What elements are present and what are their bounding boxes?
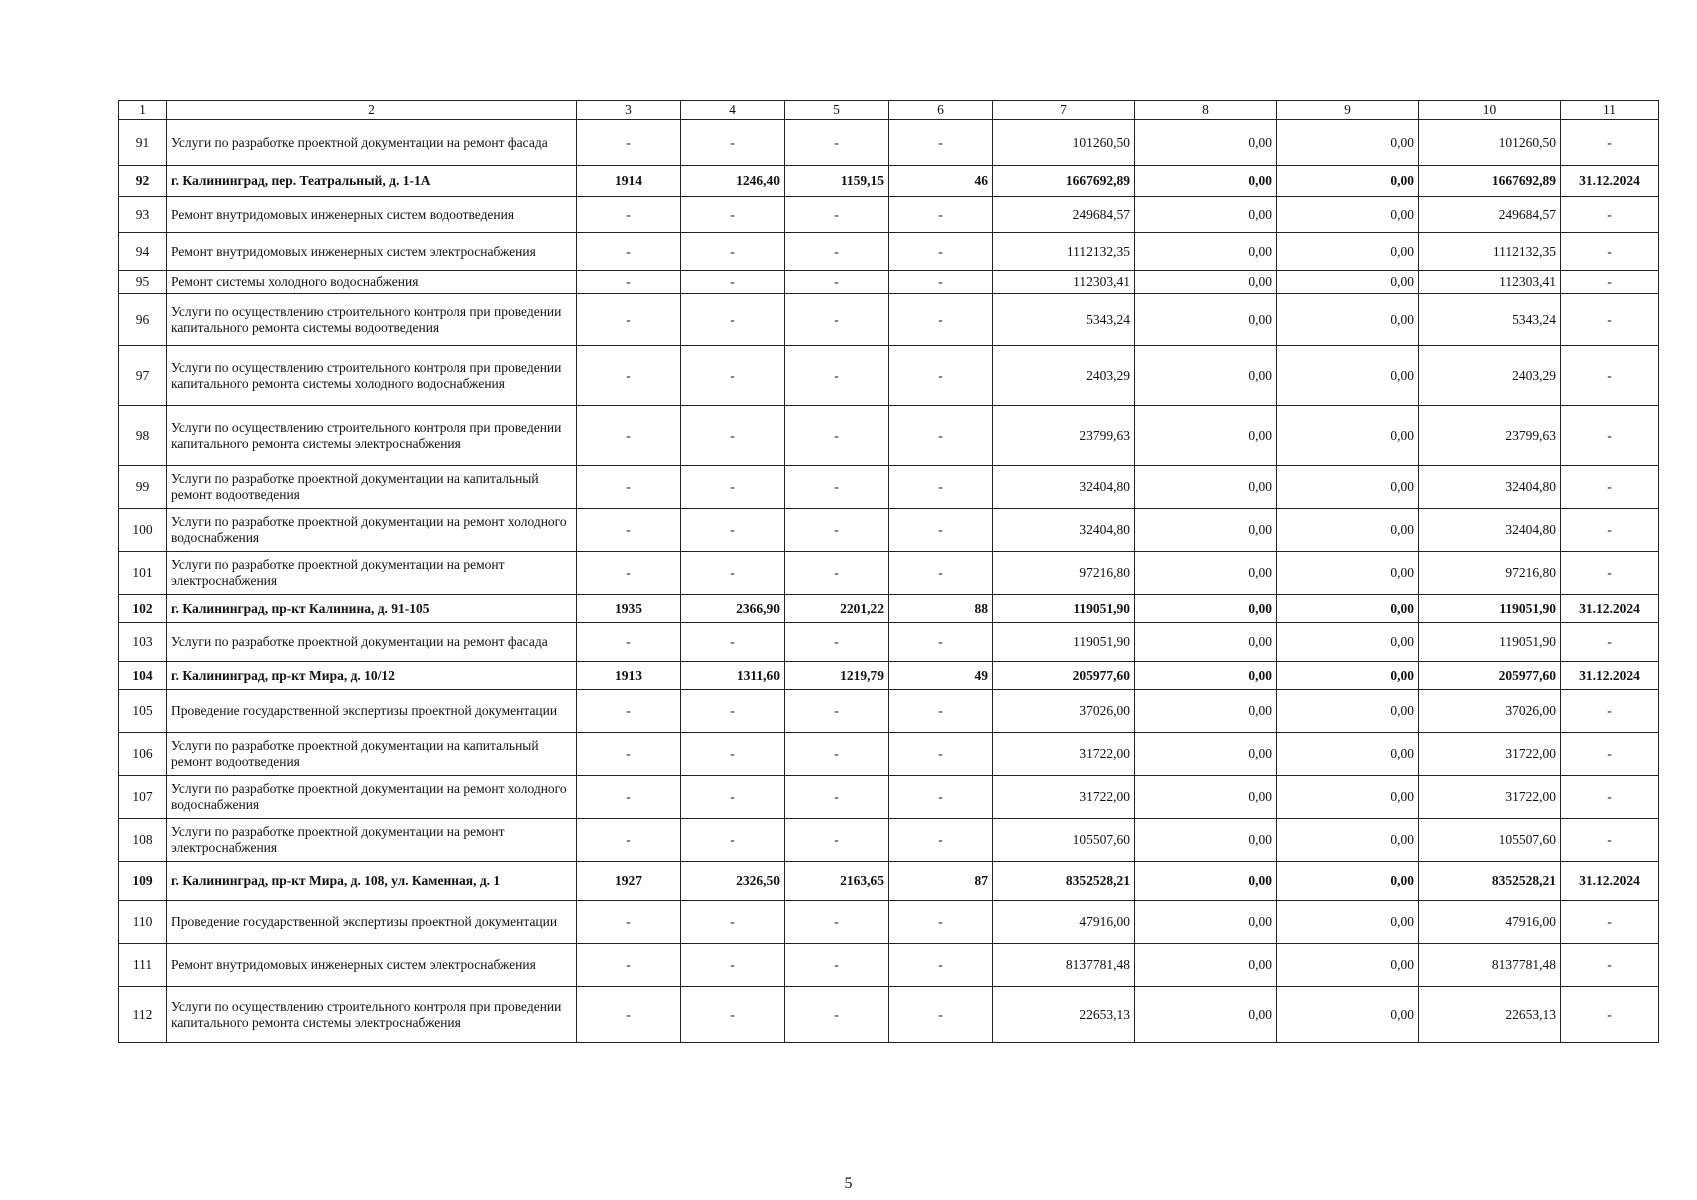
col-10-value: 97216,80 (1419, 552, 1561, 595)
col-7-value: 37026,00 (993, 690, 1135, 733)
col-4-value: 1246,40 (681, 166, 785, 197)
col-3-value: - (577, 552, 681, 595)
col-10-value: 8352528,21 (1419, 862, 1561, 901)
col-6-value: - (889, 466, 993, 509)
col-7-value: 23799,63 (993, 406, 1135, 466)
col-8-value: 0,00 (1135, 552, 1277, 595)
col-6-value: - (889, 690, 993, 733)
col-3-value: - (577, 294, 681, 346)
col-5-value: - (785, 509, 889, 552)
row-name: Услуги по разработке проектной документации на ремонт фасада (167, 623, 577, 662)
row-number: 96 (119, 294, 167, 346)
col-10-value: 205977,60 (1419, 662, 1561, 690)
col-10-value: 32404,80 (1419, 466, 1561, 509)
col-4-value: - (681, 346, 785, 406)
col-10-value: 31722,00 (1419, 776, 1561, 819)
col-3-value: 1935 (577, 595, 681, 623)
row-name: Ремонт системы холодного водоснабжения (167, 271, 577, 294)
col-11-value: 31.12.2024 (1561, 595, 1659, 623)
col-11-value: - (1561, 233, 1659, 271)
row-name: Услуги по разработке проектной документации на капитальный ремонт водоотведения (167, 466, 577, 509)
col-7-value: 112303,41 (993, 271, 1135, 294)
col-7-value: 32404,80 (993, 509, 1135, 552)
col-4-value: - (681, 776, 785, 819)
col-10-value: 32404,80 (1419, 509, 1561, 552)
col-7-value: 1667692,89 (993, 166, 1135, 197)
col-10-value: 23799,63 (1419, 406, 1561, 466)
col-8-value: 0,00 (1135, 406, 1277, 466)
col-7-value: 8137781,48 (993, 944, 1135, 987)
col-5-value: - (785, 271, 889, 294)
col-11-value: - (1561, 819, 1659, 862)
col-9-value: 0,00 (1277, 776, 1419, 819)
col-3-value: - (577, 901, 681, 944)
col-7-value: 205977,60 (993, 662, 1135, 690)
col-9-value: 0,00 (1277, 901, 1419, 944)
col-9-value: 0,00 (1277, 271, 1419, 294)
row-number: 91 (119, 120, 167, 166)
work-row (119, 623, 1659, 662)
col-3-value: - (577, 509, 681, 552)
col-11-value: 31.12.2024 (1561, 166, 1659, 197)
col-10-value: 22653,13 (1419, 987, 1561, 1043)
col-7-value: 5343,24 (993, 294, 1135, 346)
col-11-value: - (1561, 733, 1659, 776)
col-4-value: - (681, 944, 785, 987)
col-4-value: - (681, 197, 785, 233)
col-5-value: 1159,15 (785, 166, 889, 197)
col-6-value: 49 (889, 662, 993, 690)
column-number-row (119, 101, 1659, 120)
col-9-value: 0,00 (1277, 662, 1419, 690)
work-row (119, 120, 1659, 166)
col-9-value: 0,00 (1277, 819, 1419, 862)
row-name: г. Калининград, пр-кт Калинина, д. 91-105 (167, 595, 577, 623)
col-4-value: - (681, 509, 785, 552)
col-11-value: - (1561, 271, 1659, 294)
col-9-value: 0,00 (1277, 595, 1419, 623)
work-row (119, 819, 1659, 862)
work-row (119, 294, 1659, 346)
col-3-value: 1927 (577, 862, 681, 901)
work-row (119, 197, 1659, 233)
row-name: Услуги по осуществлению строительного контроля при проведении капитального ремонта системы водоотведения (167, 294, 577, 346)
col-4-value: 1311,60 (681, 662, 785, 690)
row-name: Услуги по осуществлению строительного контроля при проведении капитального ремонта системы электроснабжения (167, 987, 577, 1043)
col-5-value: - (785, 346, 889, 406)
col-9-value: 0,00 (1277, 623, 1419, 662)
col-6-value: - (889, 346, 993, 406)
row-number: 92 (119, 166, 167, 197)
col-11-value: - (1561, 901, 1659, 944)
col-11-value: - (1561, 406, 1659, 466)
col-10-value: 119051,90 (1419, 623, 1561, 662)
row-name: Услуги по разработке проектной документации на ремонт холодного водоснабжения (167, 509, 577, 552)
col-5-value: - (785, 944, 889, 987)
work-row (119, 901, 1659, 944)
address-row (119, 662, 1659, 690)
col-9-value: 0,00 (1277, 944, 1419, 987)
row-name: Услуги по разработке проектной документации на ремонт холодного водоснабжения (167, 776, 577, 819)
col-3-value: - (577, 406, 681, 466)
row-name: г. Калининград, пр-кт Мира, д. 10/12 (167, 662, 577, 690)
col-8-value: 0,00 (1135, 595, 1277, 623)
col-11-value: - (1561, 552, 1659, 595)
col-6-value: - (889, 987, 993, 1043)
col-11-value: - (1561, 120, 1659, 166)
row-name: Проведение государственной экспертизы проектной документации (167, 690, 577, 733)
row-number: 101 (119, 552, 167, 595)
col-6-value: - (889, 233, 993, 271)
col-6-value: - (889, 406, 993, 466)
col-3-value: - (577, 233, 681, 271)
col-5-value: - (785, 690, 889, 733)
col-9-value: 0,00 (1277, 346, 1419, 406)
row-name: Услуги по разработке проектной документации на капитальный ремонт водоотведения (167, 733, 577, 776)
col-4-value: 2326,50 (681, 862, 785, 901)
col-8-value: 0,00 (1135, 346, 1277, 406)
col-11-value: - (1561, 197, 1659, 233)
row-number: 109 (119, 862, 167, 901)
col-5-value: - (785, 466, 889, 509)
row-number: 93 (119, 197, 167, 233)
col-8-value: 0,00 (1135, 120, 1277, 166)
col-6-value: - (889, 623, 993, 662)
col-6-value: - (889, 271, 993, 294)
row-number: 97 (119, 346, 167, 406)
col-8-value: 0,00 (1135, 733, 1277, 776)
col-8-value: 0,00 (1135, 197, 1277, 233)
col-4-value: - (681, 466, 785, 509)
capital-repair-table (118, 100, 1659, 1043)
col-7-value: 2403,29 (993, 346, 1135, 406)
row-name: Ремонт внутридомовых инженерных систем водоотведения (167, 197, 577, 233)
row-number: 105 (119, 690, 167, 733)
col-7-value: 32404,80 (993, 466, 1135, 509)
col-10-value: 105507,60 (1419, 819, 1561, 862)
col-3-value: - (577, 733, 681, 776)
col-6-value: - (889, 294, 993, 346)
row-name: Услуги по разработке проектной документации на ремонт электроснабжения (167, 552, 577, 595)
col-8-value: 0,00 (1135, 690, 1277, 733)
work-row (119, 233, 1659, 271)
col-3-value: - (577, 819, 681, 862)
page-number: 5 (844, 1175, 853, 1192)
col-9-value: 0,00 (1277, 690, 1419, 733)
row-name: Ремонт внутридомовых инженерных систем электроснабжения (167, 233, 577, 271)
work-row (119, 466, 1659, 509)
row-number: 94 (119, 233, 167, 271)
col-6-value: - (889, 944, 993, 987)
column-header: 6 (889, 101, 993, 120)
col-9-value: 0,00 (1277, 166, 1419, 197)
col-10-value: 249684,57 (1419, 197, 1561, 233)
col-3-value: - (577, 776, 681, 819)
col-7-value: 105507,60 (993, 819, 1135, 862)
col-11-value: 31.12.2024 (1561, 862, 1659, 901)
row-name: Ремонт внутридомовых инженерных систем электроснабжения (167, 944, 577, 987)
col-10-value: 5343,24 (1419, 294, 1561, 346)
col-11-value: - (1561, 346, 1659, 406)
column-header: 10 (1419, 101, 1561, 120)
col-8-value: 0,00 (1135, 294, 1277, 346)
col-10-value: 8137781,48 (1419, 944, 1561, 987)
col-5-value: - (785, 776, 889, 819)
col-5-value: - (785, 901, 889, 944)
address-row (119, 166, 1659, 197)
work-row (119, 733, 1659, 776)
col-6-value: - (889, 733, 993, 776)
col-4-value: - (681, 733, 785, 776)
address-row (119, 595, 1659, 623)
col-7-value: 31722,00 (993, 776, 1135, 819)
col-5-value: - (785, 406, 889, 466)
col-8-value: 0,00 (1135, 776, 1277, 819)
col-5-value: 2163,65 (785, 862, 889, 901)
column-header: 5 (785, 101, 889, 120)
row-number: 103 (119, 623, 167, 662)
work-row (119, 944, 1659, 987)
col-11-value: - (1561, 509, 1659, 552)
col-5-value: - (785, 623, 889, 662)
col-9-value: 0,00 (1277, 294, 1419, 346)
col-8-value: 0,00 (1135, 987, 1277, 1043)
col-10-value: 47916,00 (1419, 901, 1561, 944)
col-4-value: - (681, 552, 785, 595)
row-name: г. Калининград, пр-кт Мира, д. 108, ул. Каменная, д. 1 (167, 862, 577, 901)
col-7-value: 31722,00 (993, 733, 1135, 776)
row-name: г. Калининград, пер. Театральный, д. 1-1А (167, 166, 577, 197)
work-row (119, 271, 1659, 294)
col-7-value: 249684,57 (993, 197, 1135, 233)
col-3-value: - (577, 466, 681, 509)
col-11-value: - (1561, 623, 1659, 662)
col-10-value: 101260,50 (1419, 120, 1561, 166)
col-10-value: 2403,29 (1419, 346, 1561, 406)
col-6-value: - (889, 776, 993, 819)
col-10-value: 1112132,35 (1419, 233, 1561, 271)
col-8-value: 0,00 (1135, 166, 1277, 197)
col-6-value: - (889, 120, 993, 166)
column-header: 3 (577, 101, 681, 120)
column-header: 1 (119, 101, 167, 120)
col-6-value: - (889, 819, 993, 862)
col-6-value: 87 (889, 862, 993, 901)
col-8-value: 0,00 (1135, 662, 1277, 690)
col-6-value: - (889, 509, 993, 552)
col-11-value: - (1561, 690, 1659, 733)
col-8-value: 0,00 (1135, 509, 1277, 552)
row-number: 99 (119, 466, 167, 509)
col-5-value: 1219,79 (785, 662, 889, 690)
col-11-value: - (1561, 466, 1659, 509)
col-7-value: 1112132,35 (993, 233, 1135, 271)
col-4-value: 2366,90 (681, 595, 785, 623)
col-11-value: - (1561, 987, 1659, 1043)
col-3-value: - (577, 197, 681, 233)
col-4-value: - (681, 406, 785, 466)
address-row (119, 862, 1659, 901)
row-name: Услуги по разработке проектной документации на ремонт электроснабжения (167, 819, 577, 862)
work-row (119, 690, 1659, 733)
col-3-value: - (577, 271, 681, 294)
column-header: 8 (1135, 101, 1277, 120)
col-11-value: - (1561, 776, 1659, 819)
column-header: 9 (1277, 101, 1419, 120)
col-5-value: - (785, 197, 889, 233)
col-9-value: 0,00 (1277, 987, 1419, 1043)
row-number: 102 (119, 595, 167, 623)
row-number: 106 (119, 733, 167, 776)
row-number: 112 (119, 987, 167, 1043)
row-number: 98 (119, 406, 167, 466)
work-row (119, 552, 1659, 595)
col-7-value: 101260,50 (993, 120, 1135, 166)
col-4-value: - (681, 120, 785, 166)
col-11-value: 31.12.2024 (1561, 662, 1659, 690)
col-9-value: 0,00 (1277, 120, 1419, 166)
row-name: Услуги по осуществлению строительного контроля при проведении капитального ремонта системы холодного водоснабжения (167, 346, 577, 406)
row-name: Проведение государственной экспертизы проектной документации (167, 901, 577, 944)
col-8-value: 0,00 (1135, 819, 1277, 862)
col-5-value: - (785, 552, 889, 595)
col-7-value: 97216,80 (993, 552, 1135, 595)
work-row (119, 987, 1659, 1043)
row-number: 107 (119, 776, 167, 819)
col-7-value: 22653,13 (993, 987, 1135, 1043)
row-number: 111 (119, 944, 167, 987)
column-header: 2 (167, 101, 577, 120)
work-row (119, 406, 1659, 466)
col-9-value: 0,00 (1277, 552, 1419, 595)
col-3-value: 1914 (577, 166, 681, 197)
col-7-value: 8352528,21 (993, 862, 1135, 901)
col-8-value: 0,00 (1135, 233, 1277, 271)
col-10-value: 1667692,89 (1419, 166, 1561, 197)
col-4-value: - (681, 294, 785, 346)
column-header: 4 (681, 101, 785, 120)
col-10-value: 37026,00 (1419, 690, 1561, 733)
col-6-value: - (889, 197, 993, 233)
col-9-value: 0,00 (1277, 509, 1419, 552)
col-7-value: 119051,90 (993, 623, 1135, 662)
col-3-value: - (577, 690, 681, 733)
col-8-value: 0,00 (1135, 623, 1277, 662)
row-number: 110 (119, 901, 167, 944)
col-3-value: - (577, 944, 681, 987)
col-3-value: - (577, 120, 681, 166)
col-4-value: - (681, 233, 785, 271)
col-5-value: - (785, 233, 889, 271)
row-name: Услуги по разработке проектной документации на ремонт фасада (167, 120, 577, 166)
col-8-value: 0,00 (1135, 271, 1277, 294)
col-3-value: 1913 (577, 662, 681, 690)
work-row (119, 509, 1659, 552)
col-6-value: - (889, 552, 993, 595)
col-4-value: - (681, 623, 785, 662)
column-header: 7 (993, 101, 1135, 120)
col-10-value: 31722,00 (1419, 733, 1561, 776)
col-4-value: - (681, 271, 785, 294)
col-6-value: 46 (889, 166, 993, 197)
col-4-value: - (681, 690, 785, 733)
col-6-value: 88 (889, 595, 993, 623)
col-8-value: 0,00 (1135, 944, 1277, 987)
row-number: 95 (119, 271, 167, 294)
col-6-value: - (889, 901, 993, 944)
col-7-value: 47916,00 (993, 901, 1135, 944)
col-9-value: 0,00 (1277, 197, 1419, 233)
col-4-value: - (681, 819, 785, 862)
col-11-value: - (1561, 944, 1659, 987)
col-8-value: 0,00 (1135, 862, 1277, 901)
col-9-value: 0,00 (1277, 466, 1419, 509)
col-5-value: - (785, 819, 889, 862)
col-5-value: - (785, 120, 889, 166)
col-9-value: 0,00 (1277, 406, 1419, 466)
row-number: 104 (119, 662, 167, 690)
col-11-value: - (1561, 294, 1659, 346)
col-3-value: - (577, 623, 681, 662)
col-9-value: 0,00 (1277, 862, 1419, 901)
column-header: 11 (1561, 101, 1659, 120)
col-9-value: 0,00 (1277, 233, 1419, 271)
col-9-value: 0,00 (1277, 733, 1419, 776)
col-3-value: - (577, 346, 681, 406)
col-7-value: 119051,90 (993, 595, 1135, 623)
col-8-value: 0,00 (1135, 466, 1277, 509)
col-5-value: 2201,22 (785, 595, 889, 623)
col-10-value: 112303,41 (1419, 271, 1561, 294)
col-4-value: - (681, 901, 785, 944)
col-4-value: - (681, 987, 785, 1043)
col-5-value: - (785, 733, 889, 776)
work-row (119, 776, 1659, 819)
col-10-value: 119051,90 (1419, 595, 1561, 623)
col-3-value: - (577, 987, 681, 1043)
col-8-value: 0,00 (1135, 901, 1277, 944)
row-number: 100 (119, 509, 167, 552)
row-name: Услуги по осуществлению строительного контроля при проведении капитального ремонта системы электроснабжения (167, 406, 577, 466)
work-row (119, 346, 1659, 406)
col-5-value: - (785, 294, 889, 346)
col-5-value: - (785, 987, 889, 1043)
row-number: 108 (119, 819, 167, 862)
